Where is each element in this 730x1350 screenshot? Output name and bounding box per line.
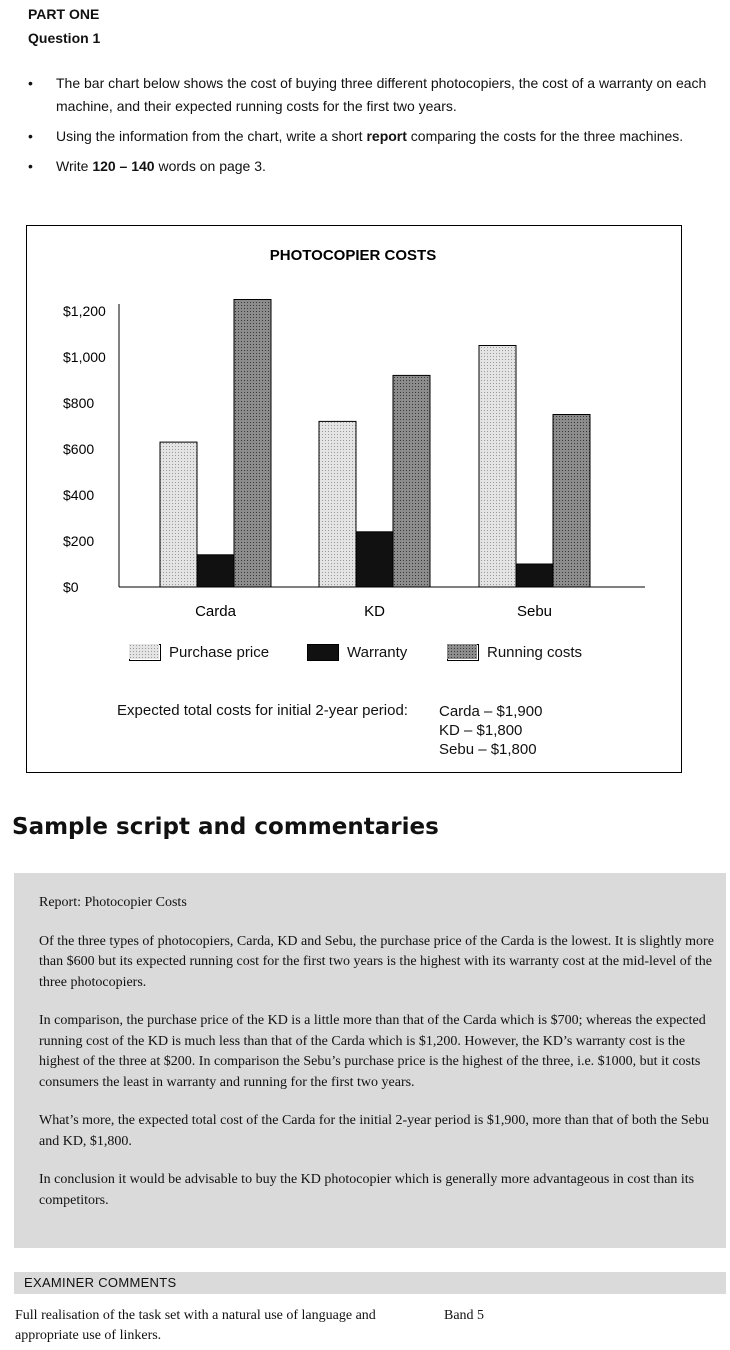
instruction-text: Write <box>56 158 93 174</box>
legend-swatch-running <box>447 644 479 661</box>
question-heading: Question 1 <box>28 30 101 46</box>
examiner-comment: Full realisation of the task set with a natural use of language and appropriate use of linkers. <box>15 1308 376 1343</box>
y-tick-label: $0 <box>63 579 79 595</box>
script-paragraph: In comparison, the purchase price of the KD is a little more than that of the Carda which is $700; whereas the expected running cost of the KD is much less than that of the Carda which is $1,200. However, the KD’s warranty cost is the highest of the three at $200. In comparison the Sebu’s purchase price is the highest of the three, i.e. $1000, but it costs consumers the least in warranty and running for the first two years. <box>39 1013 706 1090</box>
instruction-text: words on page 3. <box>154 158 266 174</box>
total-kd: KD – $1,800 <box>439 722 523 739</box>
instruction-item <box>28 155 708 178</box>
bar-purchase-price <box>479 346 516 588</box>
legend-item-purchase <box>129 644 269 661</box>
chart-frame <box>26 225 682 773</box>
x-tick-label: Sebu <box>516 603 553 620</box>
instruction-bold: report <box>366 128 407 144</box>
legend-label: Running costs <box>487 644 583 661</box>
instruction-text: comparing the costs for the three machines. <box>406 128 684 144</box>
y-tick-label: $1,200 <box>63 303 106 319</box>
bullet-icon: • <box>28 75 33 91</box>
script-paragraph: Of the three types of photocopiers, Carda, KD and Sebu, the purchase price of the Carda is the lowest. It is slightly more than $600 but its expected running cost for the first two years is the highest with its warranty cost at the mid-level of the three photocopiers. <box>39 933 714 990</box>
y-tick-label: $200 <box>63 533 95 549</box>
sample-script <box>14 873 726 1248</box>
bar-purchase-price <box>319 421 356 587</box>
total-carda: Carda – $1,900 <box>439 703 543 720</box>
bar-running-costs <box>553 415 590 588</box>
total-sebu: Sebu – $1,800 <box>439 741 537 758</box>
bar-purchase-price <box>160 442 197 587</box>
bullet-icon: • <box>28 158 33 174</box>
instruction-bold: 120 – 140 <box>92 158 155 174</box>
instruction-item <box>28 125 708 148</box>
totals-label: Expected total costs for initial 2-year period: <box>117 702 408 719</box>
instruction-text: Using the information from the chart, write a short <box>56 128 367 144</box>
legend-label: Purchase price <box>169 644 270 661</box>
y-tick-label: $400 <box>63 487 95 503</box>
bar-chart <box>27 226 683 774</box>
bar-warranty <box>356 532 393 587</box>
script-title: Report: Photocopier Costs <box>39 895 187 910</box>
x-tick-label: Carda <box>195 603 236 620</box>
legend-swatch-warranty <box>307 644 339 661</box>
bar-running-costs <box>393 375 430 587</box>
legend-item-warranty <box>307 644 407 661</box>
totals-values <box>439 702 542 759</box>
legend-label: Warranty <box>347 644 408 661</box>
instruction-text: The bar chart below shows the cost of buying three different photocopiers, the cost of a warranty on each machine, and their expected running costs for the first two years. <box>56 75 707 114</box>
bar-running-costs <box>234 300 271 588</box>
x-tick-label: KD <box>364 603 385 620</box>
sample-heading: Sample script and commentaries <box>12 814 439 840</box>
chart-legend <box>27 644 681 668</box>
chart-title: PHOTOCOPIER COSTS <box>269 247 437 264</box>
bar-warranty <box>197 555 234 587</box>
part-heading: PART ONE <box>28 6 100 22</box>
y-tick-label: $800 <box>63 395 95 411</box>
examiner-heading: EXAMINER COMMENTS <box>14 1272 726 1294</box>
band-score: Band 5 <box>444 1308 485 1323</box>
legend-item-running <box>447 644 582 661</box>
script-paragraph: In conclusion it would be advisable to buy the KD photocopier which is generally more advantageous in cost than its competitors. <box>39 1172 695 1208</box>
instruction-item <box>28 72 708 118</box>
instruction-list <box>28 72 708 185</box>
y-tick-label: $1,000 <box>63 349 106 365</box>
bullet-icon: • <box>28 128 33 144</box>
y-tick-label: $600 <box>63 441 95 457</box>
bar-warranty <box>516 564 553 587</box>
script-paragraph: What’s more, the expected total cost of the Carda for the initial 2-year period is $1,900, more than that of both the Sebu and KD, $1,800. <box>39 1113 709 1149</box>
legend-swatch-purchase <box>129 644 161 661</box>
